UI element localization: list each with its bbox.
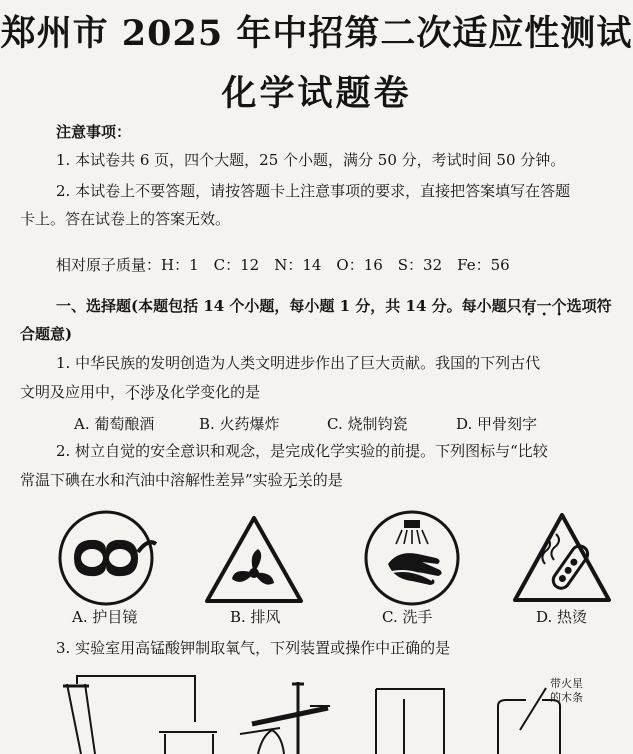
heating-apparatus-drawing bbox=[232, 678, 342, 754]
q2-text-b: 的是 bbox=[312, 471, 343, 489]
section-1-text-a: 一、选择题(本题包括 14 个小题，每小题 1 分，共 14 分。每小题只 bbox=[56, 297, 522, 315]
q1-line-1: 1. 中华民族的发明创造为人类文明进步作出了巨大贡献。我国的下列古代 bbox=[56, 354, 541, 372]
goggles-icon bbox=[56, 508, 156, 608]
emphasis-char: 一 bbox=[536, 297, 552, 315]
emphasis-char: 关 bbox=[297, 471, 313, 489]
caption-exhaust: B. 排风 bbox=[230, 608, 281, 626]
exhaust-fan-icon bbox=[204, 515, 304, 605]
emphasis-char: 及 bbox=[155, 383, 171, 401]
notes-item-1: 1. 本试卷共 6 页，四个大题，25 个小题，满分 50 分，考试时间 50 分钟。 bbox=[56, 151, 566, 169]
q2-line-1: 2. 树立自觉的安全意识和观念，是完成化学实验的前提。下列图标与“比较 bbox=[56, 442, 548, 460]
notes-item-2-line-1: 2. 本试卷上不要答题，请按答题卡上注意事项的要求，直接把答案填写在答题 bbox=[56, 182, 571, 200]
splint-label bbox=[550, 677, 583, 705]
q3-line-1: 3. 实验室用高锰酸钾制取氧气，下列装置或操作中正确的是 bbox=[56, 639, 451, 657]
gas-bottle-drawing bbox=[370, 685, 450, 754]
atomic-mass-line: 相对原子质量：H：1 C：12 N：14 O：16 S：32 Fe：56 bbox=[56, 256, 510, 274]
notes-item-2-line-2: 卡上。答在试卷上的答案无效。 bbox=[20, 210, 231, 228]
hand-wash-icon bbox=[362, 508, 462, 608]
section-1-line-2: 合题意) bbox=[20, 325, 73, 343]
q1-option-d: D. 甲骨刻字 bbox=[456, 415, 538, 433]
splint-label-line-2: 的木条 bbox=[550, 691, 583, 704]
caption-hand-wash: C. 洗手 bbox=[382, 608, 433, 626]
test-tube-apparatus-drawing bbox=[55, 672, 225, 754]
hot-surface-icon bbox=[512, 512, 612, 604]
section-1-line-1 bbox=[56, 296, 612, 316]
emphasis-char: 个 bbox=[551, 297, 567, 315]
caption-hot-surface: D. 热烫 bbox=[536, 608, 588, 626]
caption-goggles: A. 护目镜 bbox=[72, 608, 138, 626]
subject-title: 化学试题卷 bbox=[221, 73, 412, 114]
emphasis-char: 不 bbox=[125, 383, 141, 401]
q1-text-a: 文明及应用中， bbox=[20, 383, 126, 401]
exam-title: 郑州市 2025 年中招第二次适应性测试 bbox=[0, 13, 633, 54]
emphasis-char: 有 bbox=[521, 297, 537, 315]
q1-text-b: 化学变化的是 bbox=[170, 383, 261, 401]
q1-option-a: A. 葡萄酿酒 bbox=[74, 415, 155, 433]
splint-label-line-1: 带火星 bbox=[550, 677, 583, 690]
q1-line-2 bbox=[20, 382, 260, 402]
section-1-text-b: 选项符 bbox=[566, 297, 612, 315]
emphasis-char: 无 bbox=[282, 471, 298, 489]
q2-text-a: 常温下碘在水和汽油中溶解性差异”实验 bbox=[20, 471, 283, 489]
notes-heading: 注意事项： bbox=[56, 123, 132, 141]
q1-option-c: C. 烧制钧瓷 bbox=[327, 415, 408, 433]
q2-line-2 bbox=[20, 470, 343, 490]
emphasis-char: 涉 bbox=[140, 383, 156, 401]
q1-option-b: B. 火药爆炸 bbox=[199, 415, 280, 433]
